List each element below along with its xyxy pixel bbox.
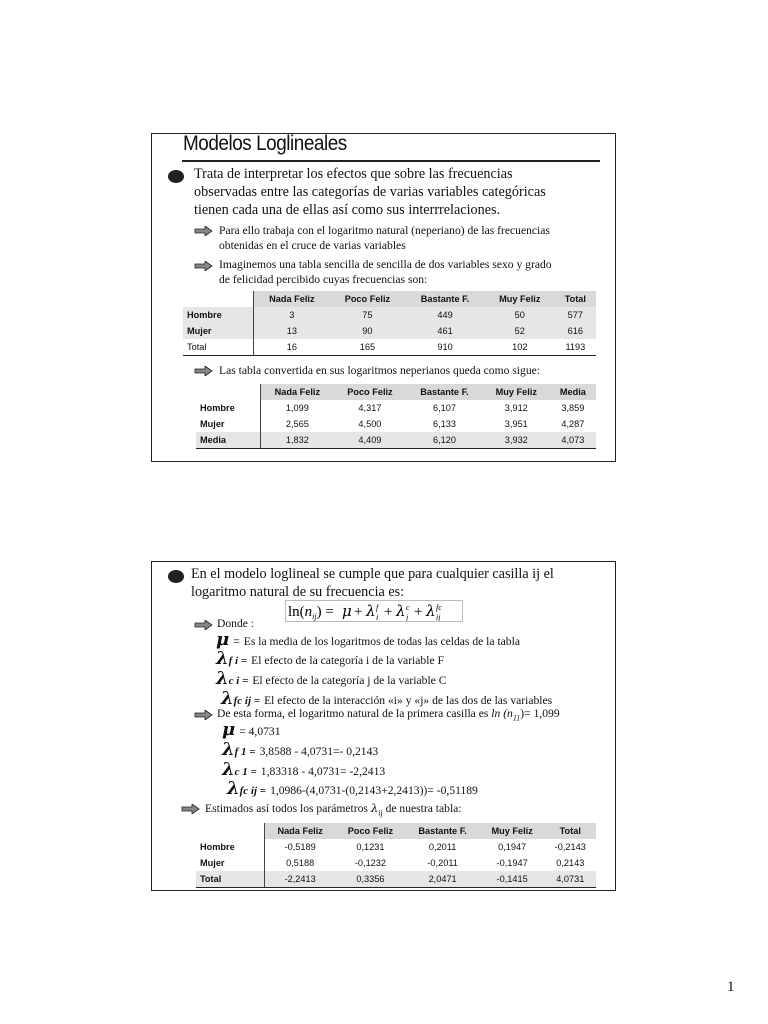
table-cell: 75	[330, 307, 405, 323]
table-cell: -0,2011	[427, 858, 458, 868]
table-cell: 2,0471	[406, 871, 480, 888]
definition-lambda-f	[216, 648, 444, 669]
point-1-line: obtenidas en el cruce de varias variables	[219, 239, 406, 252]
row-label: Hombre	[200, 842, 235, 852]
column-header: Poco Feliz	[330, 291, 405, 307]
calc-lambda-c1	[222, 759, 385, 780]
table-cell: 1193	[555, 339, 596, 356]
table-cell: 449	[405, 307, 485, 323]
point-2-line: de felicidad percibido cuyas frecuencias son:	[219, 273, 428, 286]
definition-text: Es la media de los logaritmos de todas las celdas de la tabla	[243, 635, 520, 648]
lambda-symbol: λ	[222, 759, 235, 780]
column-header: Nada Feliz	[254, 291, 330, 307]
title-underline	[182, 160, 600, 162]
point-3: Las tabla convertida en sus logaritmos neperianos queda como sigue:	[219, 364, 540, 377]
lambda-symbol: λ	[222, 739, 235, 760]
svg-text:λ: λ	[366, 602, 376, 620]
svg-text:λ: λ	[426, 602, 436, 620]
table-cell: 3,932	[483, 432, 550, 449]
table-cell: 102	[485, 339, 555, 356]
table-cell: -0,1415	[480, 871, 545, 888]
column-header: Bastante F.	[406, 823, 480, 839]
svg-text:λ: λ	[396, 602, 406, 620]
point-1	[219, 223, 550, 253]
table-row	[183, 339, 596, 356]
table-cell: 16	[254, 339, 330, 356]
lambda-symbol: λ	[216, 668, 229, 689]
calc-text: = 4,0731	[239, 725, 281, 738]
table-cell: -0,2143	[554, 842, 586, 852]
definition-text: El efecto de la categoría j de la variable C	[252, 674, 447, 687]
table-cell: 3,951	[504, 419, 528, 429]
table-cell: 3,912	[504, 403, 528, 413]
log-table	[196, 384, 596, 449]
column-header: Total	[545, 823, 596, 839]
intro-line: Trata de interpretar los efectos que sobre las frecuencias	[194, 166, 513, 182]
estimated-prefix: Estimados así todos los parámetros	[205, 802, 368, 815]
column-header: Muy Feliz	[483, 384, 550, 400]
column-header: Nada Feliz	[261, 384, 334, 400]
definition-lambda-fc	[221, 688, 552, 709]
first-cell-value: )= 1,099	[520, 707, 560, 720]
intro-line: En el modelo loglineal se cumple que para cualquier casilla ij el	[191, 566, 554, 582]
definition-text: El efecto de la categoría i de la variable F	[251, 654, 444, 667]
row-label: Hombre	[200, 403, 235, 413]
lambda-subscript: c 1 =	[234, 766, 257, 778]
table-cell: 6,120	[406, 432, 483, 449]
calc-lambda-f1	[222, 739, 378, 760]
row-label: Hombre	[183, 307, 254, 323]
table-cell: 4,0731	[545, 871, 596, 888]
intro-line: logaritmo natural de su frecuencia es:	[191, 584, 405, 600]
table-cell: 4,317	[358, 403, 382, 413]
column-header: Total	[555, 291, 596, 307]
intro-line: observadas entre las categorías de varias variables categóricas	[194, 184, 546, 200]
table-row	[196, 432, 596, 449]
table-cell: 461	[405, 323, 485, 339]
column-header: Poco Feliz	[335, 823, 405, 839]
mu-symbol: μ	[216, 629, 230, 650]
definition-text: El efecto de la interacción «i» y «j» de las dos de las variables	[264, 694, 553, 707]
table-row	[196, 871, 596, 888]
calc-mu	[222, 719, 281, 740]
intro-paragraph	[191, 565, 554, 601]
arrow-icon	[194, 366, 213, 376]
svg-text:μ: μ	[342, 602, 352, 620]
row-label: Mujer	[200, 858, 225, 868]
definition-mu	[216, 629, 520, 650]
column-header: Muy Feliz	[485, 291, 555, 307]
svg-text:i: i	[376, 613, 379, 621]
lambda-symbol: λ	[216, 648, 229, 669]
table-cell: 165	[330, 339, 405, 356]
table-cell: 616	[555, 323, 596, 339]
page-number: 1	[727, 979, 735, 995]
table-row	[183, 323, 596, 339]
first-cell-expr: ln (n	[491, 707, 513, 720]
row-label: Total	[196, 871, 265, 888]
slide-2	[151, 561, 616, 891]
arrow-icon	[194, 261, 213, 271]
table-cell: 52	[485, 323, 555, 339]
arrow-icon	[194, 226, 213, 236]
table-row	[183, 307, 596, 323]
column-header: Muy Feliz	[480, 823, 545, 839]
formula-box	[285, 600, 463, 622]
lambda-subscript: fc ij =	[239, 785, 267, 797]
table-cell: -0,1947	[496, 858, 528, 868]
intro-line: tienen cada una de ellas así como sus interrrelaciones.	[194, 202, 501, 218]
slide-1	[151, 133, 616, 462]
table-cell: 90	[330, 323, 405, 339]
arrow-icon	[194, 620, 213, 630]
svg-text:j: j	[406, 613, 409, 621]
table-cell: 3	[254, 307, 330, 323]
lambda-symbol: λ	[221, 688, 234, 709]
estimated-sub: ij	[378, 808, 383, 818]
estimated-suffix: de nuestra tabla:	[385, 802, 462, 815]
frequency-table	[183, 291, 596, 356]
table-cell: 6,107	[433, 403, 456, 413]
table-cell: 4,073	[550, 432, 596, 449]
column-header: Bastante F.	[406, 384, 483, 400]
definition-lambda-c	[216, 668, 446, 689]
table-cell: -0,1232	[354, 858, 387, 868]
arrow-icon	[194, 710, 213, 720]
calc-text: 1,83318 - 4,0731= -2,2413	[260, 765, 386, 778]
table-corner	[196, 384, 261, 400]
calc-text: 1,0986-(4,0731-(0,2143+2,2413))= -0,51189	[270, 784, 478, 797]
point-2	[219, 257, 552, 287]
column-header: Nada Feliz	[265, 823, 336, 839]
row-label: Mujer	[200, 419, 225, 429]
row-label: Total	[183, 339, 254, 356]
table-cell: 577	[555, 307, 596, 323]
table-cell: 4,409	[334, 432, 406, 449]
table-cell: 1,099	[261, 400, 334, 416]
svg-text:f: f	[376, 603, 379, 612]
first-cell-text: De esta forma, el logaritmo natural de la primera casilla es	[217, 707, 489, 720]
table-cell: 3,859	[561, 403, 585, 413]
lambda-subscript: fc ij =	[233, 695, 261, 707]
table-cell: 6,133	[433, 419, 456, 429]
column-header: Media	[550, 384, 596, 400]
donde-label: Donde :	[217, 617, 255, 630]
table-corner	[183, 291, 254, 307]
table-cell: 13	[254, 323, 330, 339]
svg-text:ln(nij) =: $\ln(n_{ij})$ =	[288, 604, 334, 621]
table-cell: 0,5188	[265, 855, 336, 871]
column-header: Bastante F.	[405, 291, 485, 307]
definition-eq: =	[233, 635, 240, 648]
table-cell: -2,2413	[265, 871, 336, 888]
intro-paragraph	[194, 165, 546, 219]
lambda-symbol: λ	[370, 801, 379, 815]
table-cell: 910	[405, 339, 485, 356]
table-cell: 0,2011	[428, 842, 457, 852]
table-row	[196, 416, 596, 432]
mu-symbol: μ	[222, 719, 236, 740]
calc-text: 3,8588 - 4,0731=- 0,2143	[259, 745, 379, 758]
lambda-symbol: λ	[227, 778, 240, 799]
table-row	[196, 839, 596, 855]
first-cell-sub: 11	[512, 713, 521, 723]
table-cell: 4,287	[561, 419, 585, 429]
point-1-line: Para ello trabaja con el logaritmo natural (neperiano) de las frecuencias	[219, 224, 550, 237]
parameters-table	[196, 823, 596, 888]
table-cell: 50	[485, 307, 555, 323]
calc-lambda-fc	[227, 778, 478, 799]
svg-text:+: +	[354, 604, 363, 620]
column-header: Poco Feliz	[334, 384, 406, 400]
formula-graphic	[286, 601, 462, 621]
bullet-icon	[168, 170, 184, 183]
table-cell: 0,2143	[556, 858, 585, 868]
table-cell: 1,832	[261, 432, 334, 449]
bullet-icon	[168, 570, 184, 583]
svg-text:+: +	[384, 604, 393, 620]
table-cell: 4,500	[358, 419, 382, 429]
table-cell: 0,1947	[498, 842, 527, 852]
svg-text:ij: ij	[436, 613, 441, 621]
row-label: Mujer	[183, 323, 254, 339]
row-label: Media	[196, 432, 261, 449]
lambda-subscript: f i =	[228, 655, 248, 667]
table-row	[196, 855, 596, 871]
table-cell: -0,5189	[265, 839, 336, 855]
svg-text:c: c	[406, 603, 410, 612]
slide-title: Modelos Loglineales	[183, 132, 347, 155]
table-cell: 0,3356	[335, 871, 405, 888]
table-cell: 2,565	[261, 416, 334, 432]
lambda-subscript: c i =	[228, 675, 249, 687]
table-row	[196, 400, 596, 416]
table-cell: 0,1231	[356, 842, 385, 852]
estimated-line	[205, 801, 462, 817]
table-corner	[196, 823, 265, 839]
svg-text:+: +	[414, 604, 423, 620]
lambda-subscript: f 1 =	[234, 746, 256, 758]
svg-text:fc: fc	[436, 603, 442, 612]
arrow-icon	[181, 804, 200, 814]
point-2-line: Imaginemos una tabla sencilla de sencilla de dos variables sexo y grado	[219, 258, 552, 271]
